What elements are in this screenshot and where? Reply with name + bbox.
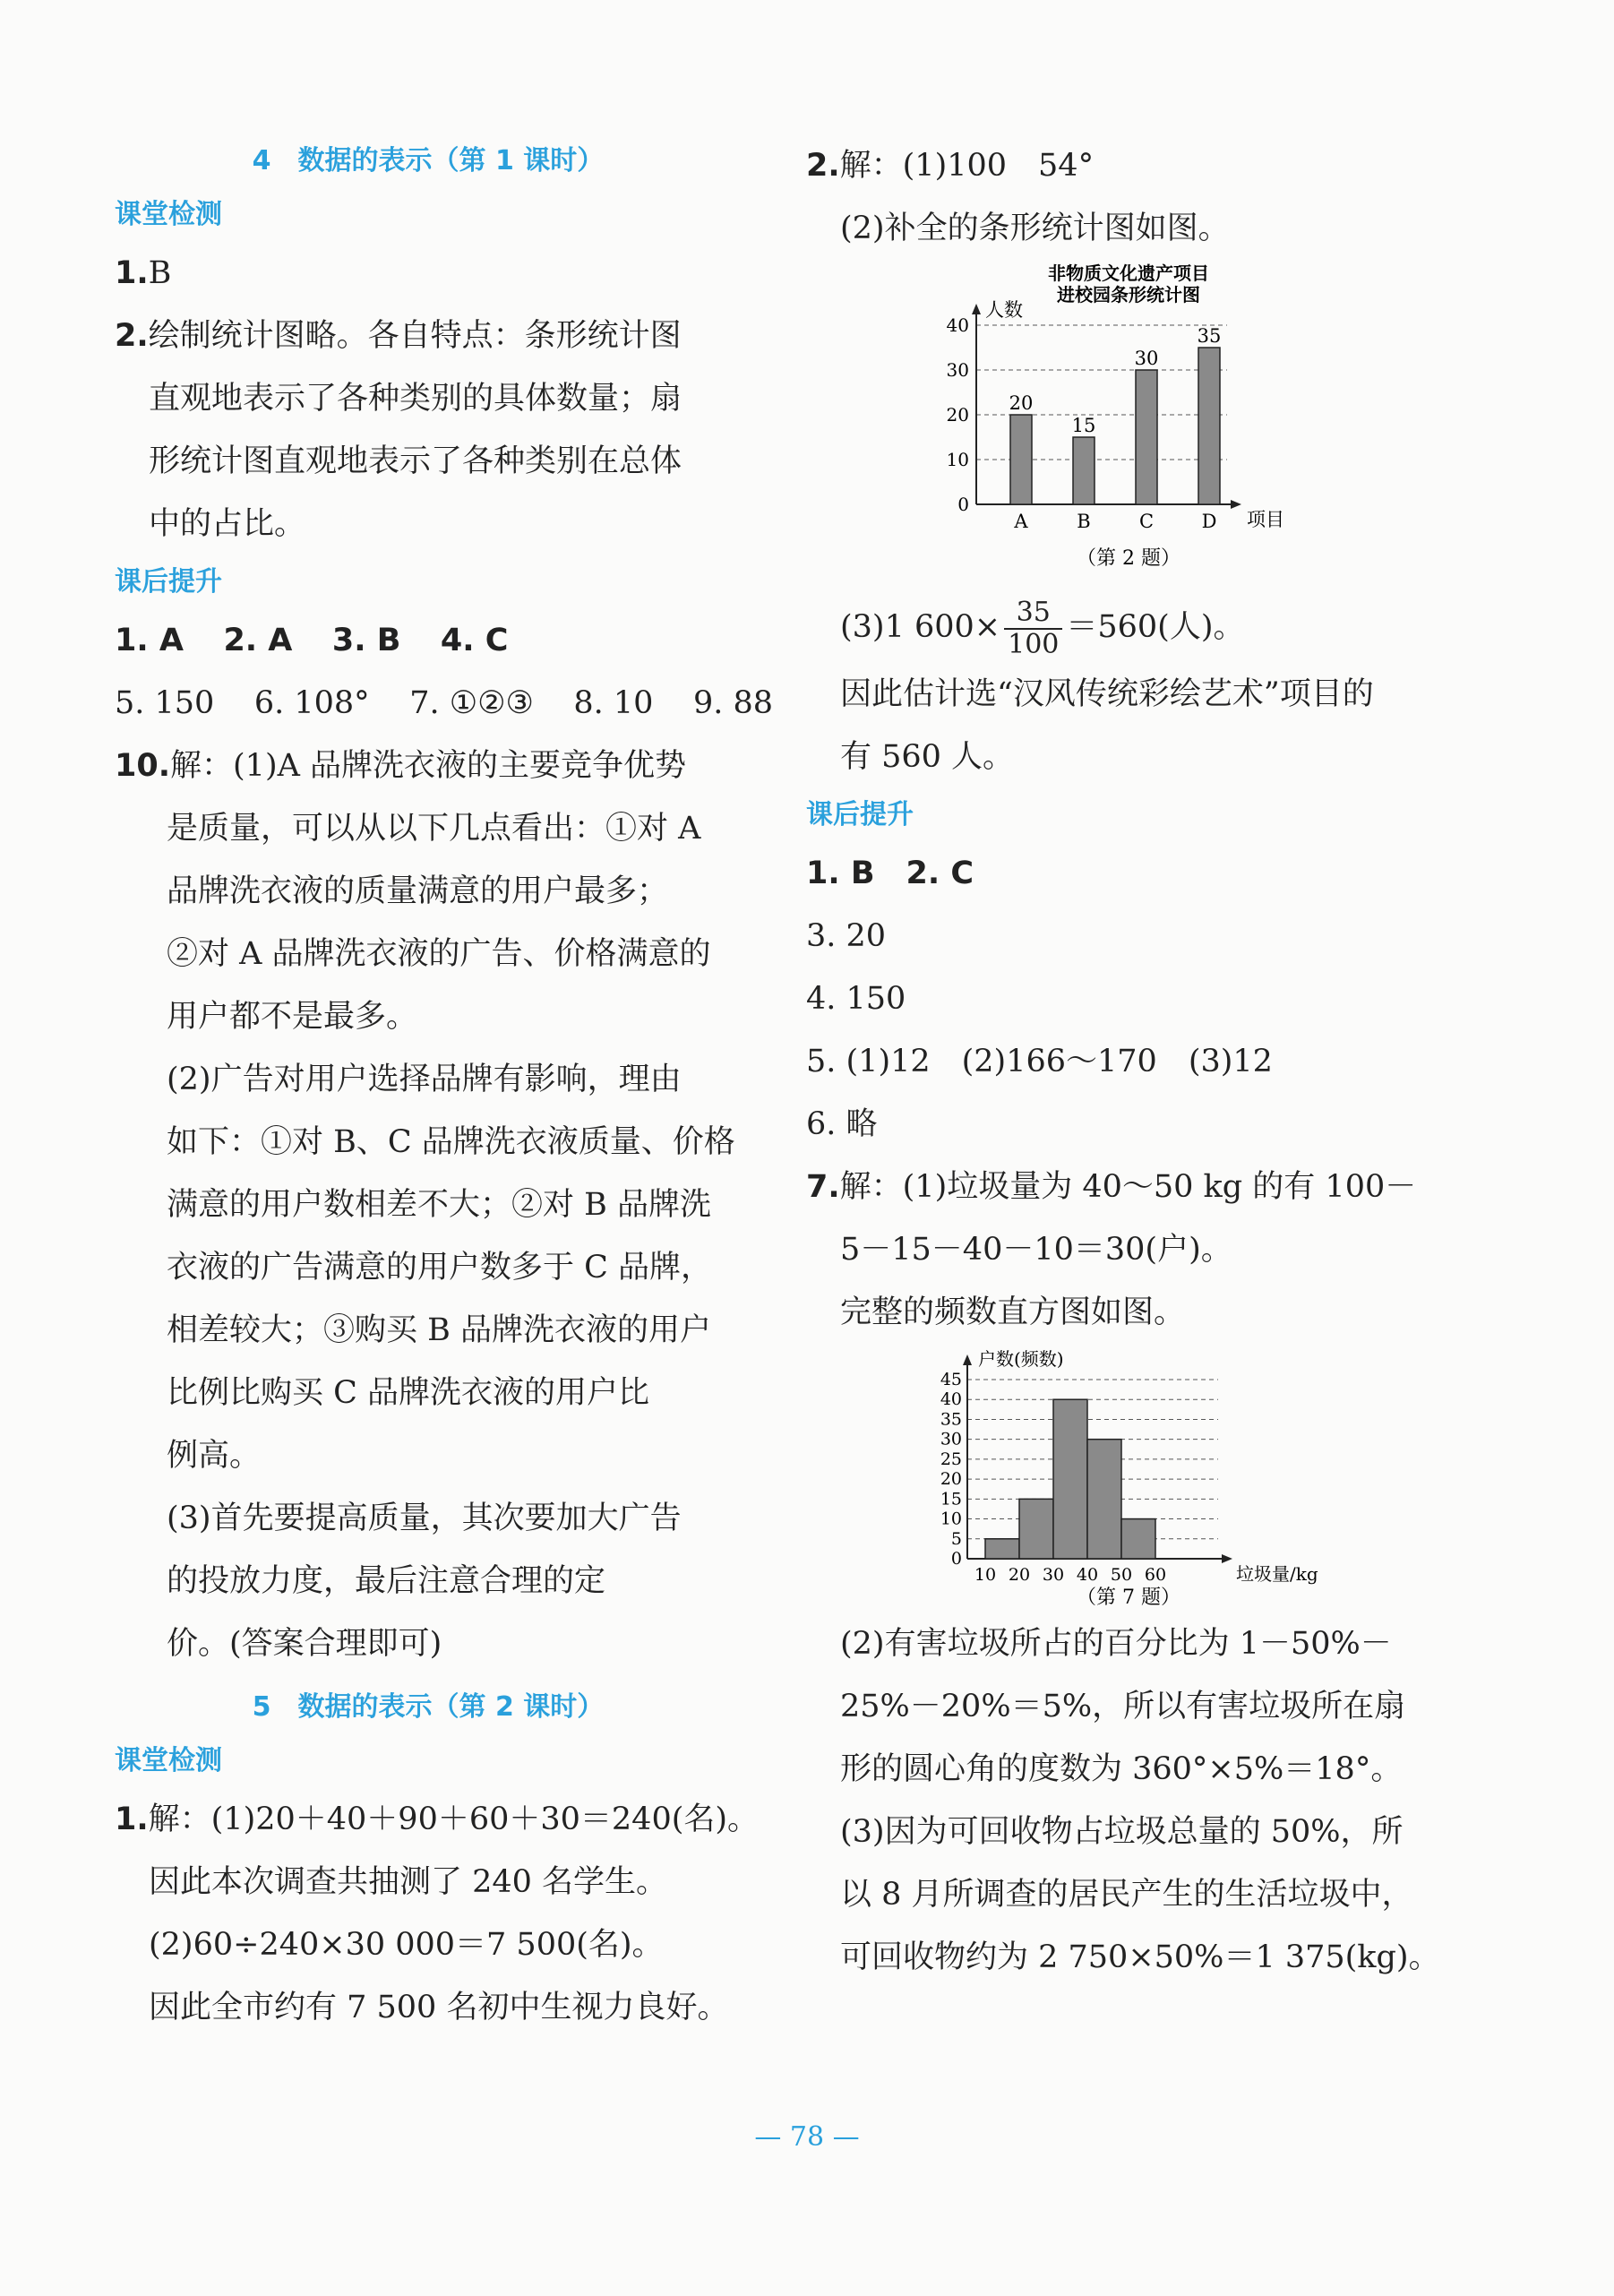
answer-line: 中的占比。 xyxy=(149,506,306,542)
answer-line: 5. (1)12 (2)166～170 (3)12 xyxy=(806,1044,1273,1079)
x-axis-arrow xyxy=(1222,1554,1232,1563)
y-tick-label: 5 xyxy=(950,1528,962,1549)
bar-chart xyxy=(806,260,1451,591)
answer-line: (2)广告对用户选择品牌有影响，理由 xyxy=(167,1062,682,1097)
right-column xyxy=(806,134,1451,1989)
answer-number: 2. xyxy=(115,318,149,354)
y-tick-label: 40 xyxy=(946,314,969,336)
fraction xyxy=(1004,598,1062,660)
answer-line: 相差较大；③购买 B 品牌洗衣液的用户 xyxy=(167,1312,711,1348)
y-tick-label: 45 xyxy=(940,1370,962,1389)
x-tick-label: C xyxy=(1138,511,1155,532)
answer-line: 因此本次调查共抽测了 240 名学生。 xyxy=(149,1864,668,1900)
bar-value-label: 35 xyxy=(1197,325,1222,347)
answer-number: 7. xyxy=(806,1169,840,1205)
bar-value-label: 30 xyxy=(1134,348,1159,369)
x-axis-arrow xyxy=(1231,500,1241,509)
y-tick-label: 10 xyxy=(946,449,969,470)
after-class-heading-2: 课后提升 xyxy=(806,799,914,830)
answer-line: (2)补全的条形统计图如图。 xyxy=(840,211,1230,246)
answer-item: 4. C xyxy=(440,623,509,658)
left-column xyxy=(115,134,773,2039)
y-tick-label: 40 xyxy=(940,1389,962,1410)
x-tick-label: D xyxy=(1201,511,1217,532)
answer-item: 6. 108° xyxy=(253,685,370,721)
y-tick-label: 20 xyxy=(946,404,969,426)
answer-line: 价。(答案合理即可) xyxy=(167,1626,442,1662)
answer-line: 满意的用户数相差不大；②对 B 品牌洗 xyxy=(167,1187,711,1223)
answer-line: 衣液的广告满意的用户数多于 C 品牌， xyxy=(167,1250,713,1286)
answer-line: (2)有害垃圾所占的百分比为 1－50%－ xyxy=(840,1626,1392,1662)
answer-10 xyxy=(115,735,742,1675)
answer-line: 6. 略 xyxy=(806,1106,878,1142)
answer-line: 比例比购买 C 品牌洗衣液的用户比 xyxy=(167,1375,650,1411)
bar xyxy=(1198,348,1220,504)
section1-title: 4 数据的表示（第 1 课时） xyxy=(252,145,605,176)
x-axis-label: 垃圾量/kg xyxy=(1236,1563,1318,1585)
answer-line: 的投放力度，最后注意合理的定 xyxy=(167,1563,606,1599)
histogram-figure xyxy=(806,1344,1451,1612)
bar-value-label: 15 xyxy=(1071,415,1096,436)
histogram-bar xyxy=(1053,1399,1087,1559)
answer-text: B xyxy=(148,255,172,291)
histogram xyxy=(806,1344,1451,1612)
answer-line: 品牌洗衣液的质量满意的用户最多； xyxy=(167,873,669,909)
y-tick-label: 0 xyxy=(957,494,969,515)
bar xyxy=(1073,437,1095,504)
fraction-suffix: ＝560(人)。 xyxy=(1066,609,1245,645)
answer-line: 解：(1)垃圾量为 40～50 kg 的有 100－ xyxy=(839,1169,1417,1205)
answer-line: 是质量，可以从以下几点看出：①对 A xyxy=(167,811,701,847)
histogram-bar xyxy=(1121,1519,1155,1559)
answer-line: 完整的频数直方图如图。 xyxy=(840,1294,1186,1330)
answer-line: 可回收物约为 2 750×50%＝1 375(kg)。 xyxy=(840,1939,1440,1975)
bar xyxy=(1010,415,1032,504)
answer-line: 25%－20%＝5%，所以有害垃圾所在扇 xyxy=(840,1689,1406,1724)
answer-row-2 xyxy=(115,672,773,735)
answer-line: 用户都不是最多。 xyxy=(167,999,418,1035)
answer-line: 有 560 人。 xyxy=(840,739,1015,775)
answer-line: 解：(1)20＋40＋90＋60＋30＝240(名)。 xyxy=(148,1802,760,1837)
histogram-bar xyxy=(1087,1440,1121,1559)
answer-number: 1. xyxy=(115,255,149,291)
answer-number: 1. xyxy=(115,1802,149,1837)
x-axis-label: 项目 xyxy=(1247,509,1284,530)
x-tick-label: A xyxy=(1014,511,1028,532)
y-axis-label: 人数 xyxy=(985,299,1023,321)
y-tick-label: 35 xyxy=(940,1409,962,1430)
x-tick-label: 40 xyxy=(1076,1565,1099,1585)
answer-line: 因此全市约有 7 500 名初中生视力良好。 xyxy=(149,1990,729,2025)
after-class-heading-1: 课后提升 xyxy=(115,566,222,598)
fraction-prefix: (3)1 600× xyxy=(840,609,1001,645)
answer-item: 8. 10 xyxy=(573,685,654,721)
answer-2 xyxy=(115,305,742,555)
answer-line: 绘制统计图略。各自特点：条形统计图 xyxy=(148,318,682,354)
answer-line: 4. 150 xyxy=(806,981,906,1017)
bar-chart-figure xyxy=(806,260,1451,591)
answer-line: 5－15－40－10＝30(户)。 xyxy=(840,1232,1232,1268)
y-tick-label: 0 xyxy=(950,1549,962,1569)
answer-item: 1. A xyxy=(115,623,184,658)
answer-line: (3)因为可回收物占垃圾总量的 50%，所 xyxy=(840,1814,1404,1850)
answer-line: ②对 A 品牌洗衣液的广告、价格满意的 xyxy=(167,936,711,972)
page-number: — 78 — xyxy=(754,2121,860,2153)
bar xyxy=(1136,370,1157,504)
y-tick-label: 25 xyxy=(940,1449,962,1469)
section2-answer-1 xyxy=(115,1788,760,2039)
bar-value-label: 20 xyxy=(1009,392,1034,414)
answer-line: 1. B 2. C xyxy=(806,856,974,891)
y-tick-label: 10 xyxy=(940,1509,962,1529)
answer-item: 3. B xyxy=(331,623,401,658)
answer-line: 因此估计选“汉风传统彩绘艺术”项目的 xyxy=(840,676,1374,712)
class-check-heading-2: 课堂检测 xyxy=(115,1745,222,1776)
y-tick-label: 20 xyxy=(940,1469,962,1490)
x-tick-label: 30 xyxy=(1042,1565,1065,1585)
answer-line: 形统计图直观地表示了各种类别在总体 xyxy=(149,443,683,479)
y-tick-label: 30 xyxy=(946,359,969,381)
answer-line: 形的圆心角的度数为 360°×5%＝18°。 xyxy=(840,1751,1403,1787)
section2-title: 5 数据的表示（第 2 课时） xyxy=(252,1691,605,1723)
x-tick-label: 20 xyxy=(1008,1565,1031,1585)
answer-item: 7. ①②③ xyxy=(409,685,534,721)
chart-caption: （第 2 题） xyxy=(1077,547,1180,570)
y-axis-arrow xyxy=(963,1354,972,1365)
fraction-numerator: 35 xyxy=(1004,598,1062,630)
answer-number: 2. xyxy=(806,148,840,184)
answer-line: 直观地表示了各种类别的具体数量；扇 xyxy=(149,381,683,417)
answer-line: 3. 20 xyxy=(806,918,887,954)
x-tick-label: B xyxy=(1077,511,1091,532)
fraction-denominator: 100 xyxy=(1008,628,1060,660)
x-tick-label: 60 xyxy=(1144,1565,1167,1585)
histogram-bar xyxy=(1019,1499,1053,1559)
x-tick-label: 10 xyxy=(974,1565,997,1585)
answer-line: 解：(1)A 品牌洗衣液的主要竞争优势 xyxy=(170,748,686,784)
class-check-heading-1: 课堂检测 xyxy=(115,199,222,230)
answer-item: 9. 88 xyxy=(692,685,773,721)
answer-line: 解：(1)100 54° xyxy=(839,148,1095,184)
answer-line: 以 8 月所调查的居民产生的生活垃圾中， xyxy=(840,1877,1413,1913)
answer-line: 例高。 xyxy=(167,1438,262,1474)
chart-title-line: 进校园条形统计图 xyxy=(1057,284,1200,305)
x-tick-label: 50 xyxy=(1110,1565,1133,1585)
histogram-bar xyxy=(985,1539,1019,1559)
answer-row-1 xyxy=(115,609,742,672)
y-axis-arrow xyxy=(972,304,981,314)
answer-item: 2. A xyxy=(223,623,293,658)
answer-number: 10. xyxy=(115,748,171,784)
answer-1 xyxy=(115,242,742,305)
answer-line: (3)首先要提高质量，其次要加大广告 xyxy=(167,1501,682,1536)
answer-line: 如下：①对 B、C 品牌洗衣液质量、价格 xyxy=(167,1124,735,1160)
answer-line-fraction xyxy=(806,591,1451,663)
chart-title-line: 非物质文化遗产项目 xyxy=(1048,262,1209,284)
y-tick-label: 15 xyxy=(940,1489,962,1509)
chart-caption: （第 7 题） xyxy=(1077,1587,1180,1609)
answer-line: (2)60÷240×30 000＝7 500(名)。 xyxy=(149,1927,664,1963)
answer-item: 5. 150 xyxy=(115,685,215,721)
y-axis-label: 户数(频数) xyxy=(978,1348,1064,1370)
y-tick-label: 30 xyxy=(940,1429,962,1449)
